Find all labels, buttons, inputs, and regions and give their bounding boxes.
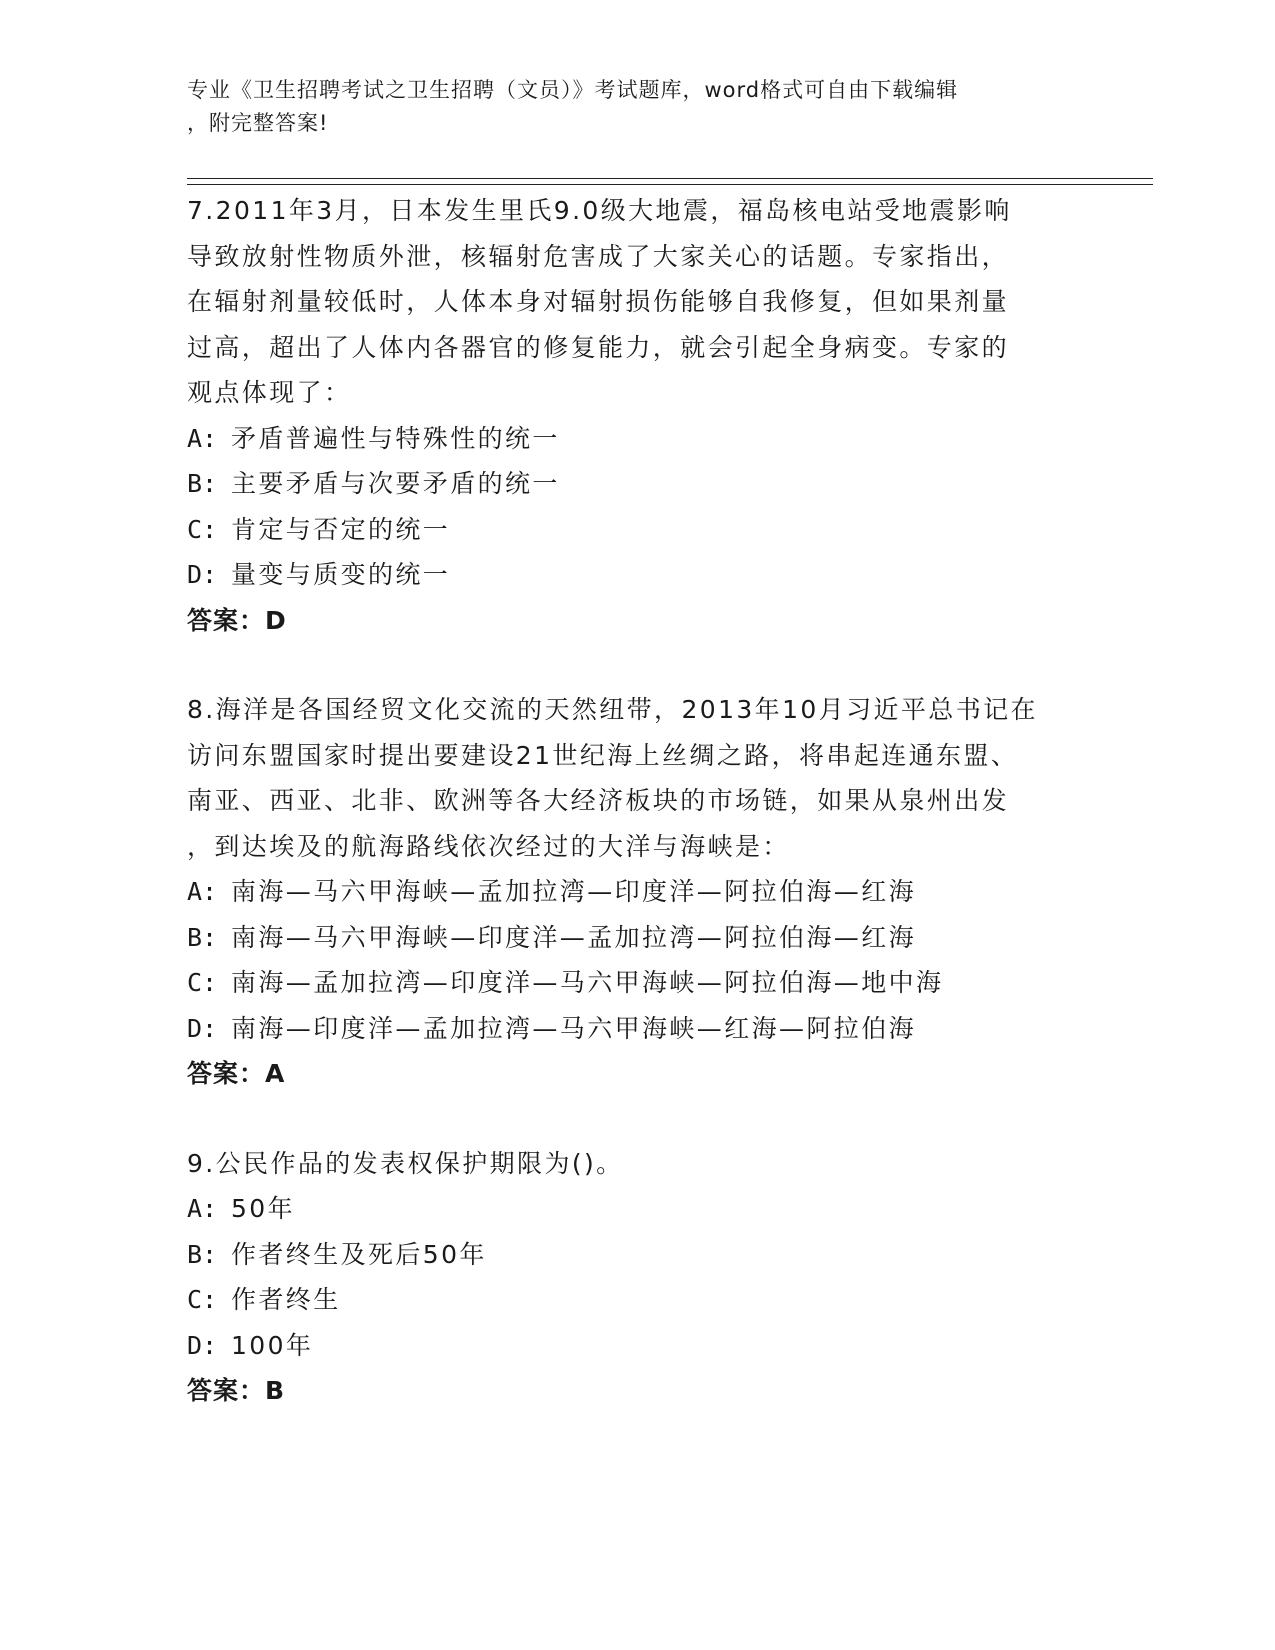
question-text-line: 导致放射性物质外泄，核辐射危害成了大家关心的话题。专家指出，: [187, 241, 1010, 271]
option-text: 主要矛盾与次要矛盾的统一: [231, 469, 560, 498]
option-text: 南海—孟加拉湾—印度洋—马六甲海峡—阿拉伯海—地中海: [231, 968, 944, 997]
question-text-line: ，到达埃及的航海路线依次经过的大洋与海峡是：: [187, 831, 790, 861]
option-text: 50年: [231, 1194, 296, 1223]
question-text-line: 南亚、西亚、北非、欧洲等各大经济板块的市场链，如果从泉州出发: [187, 786, 1010, 815]
option-text: 量变与质变的统一: [231, 560, 451, 589]
option-letter: C:: [187, 514, 218, 544]
option-b: [187, 1232, 1087, 1278]
option-letter: A:: [187, 877, 218, 906]
option-letter: D:: [187, 1013, 218, 1043]
option-text: 南海—印度洋—孟加拉湾—马六甲海峡—红海—阿拉伯海: [231, 1013, 917, 1043]
option-letter: B:: [187, 1239, 218, 1269]
answer-text: 答案：A: [187, 1059, 286, 1088]
answer-text: 答案：D: [187, 605, 287, 635]
option-d: [187, 552, 1087, 598]
header-rule-bottom: [187, 184, 1153, 185]
question-spacer: [187, 1097, 1087, 1141]
question-text-line: 在辐射剂量较低时，人体本身对辐射损伤能够自我修复，但如果剂量: [187, 287, 1010, 316]
question-text-line: 7.2011年3月，日本发生里氏9.0级大地震，福岛核电站受地震影响: [187, 196, 1012, 225]
header-line-1: 专业《卫生招聘考试之卫生招聘（文员）》考试题库，word格式可自由下载编辑: [187, 78, 959, 102]
question-text-line: 8.海洋是各国经贸文化交流的天然纽带，2013年10月习近平总书记在: [187, 695, 1038, 724]
option-a: [187, 1186, 1087, 1232]
option-letter: D:: [187, 560, 218, 589]
option-a: [187, 869, 1087, 915]
header-rule-top: [187, 178, 1153, 179]
option-letter: C:: [187, 968, 218, 997]
option-b: [187, 461, 1087, 507]
option-b: [187, 915, 1087, 961]
question-text-line: 9.公民作品的发表权保护期限为()。: [187, 1148, 624, 1178]
question-list: [187, 188, 1087, 1414]
option-letter: A:: [187, 423, 218, 453]
question-text-line: 观点体现了：: [187, 378, 352, 407]
option-text: 矛盾普遍性与特殊性的统一: [231, 423, 560, 453]
option-letter: B:: [187, 469, 218, 498]
option-d: [187, 1006, 1087, 1052]
document-header: [187, 74, 1067, 140]
option-c: [187, 960, 1087, 1006]
answer-text: 答案：B: [187, 1376, 286, 1405]
question-text-line: 过高，超出了人体内各器官的修复能力，就会引起全身病变。专家的: [187, 332, 1010, 362]
header-line-2: ，附完整答案!: [187, 111, 329, 135]
option-text: 南海—马六甲海峡—印度洋—孟加拉湾—阿拉伯海—红海: [231, 922, 917, 952]
option-text: 100年: [231, 1330, 314, 1360]
question-text-line: 访问东盟国家时提出要建设21世纪海上丝绸之路，将串起连通东盟、: [187, 740, 1019, 770]
option-d: [187, 1323, 1087, 1369]
option-letter: D:: [187, 1330, 218, 1360]
option-text: 南海—马六甲海峡—孟加拉湾—印度洋—阿拉伯海—红海: [231, 877, 917, 906]
option-text: 肯定与否定的统一: [231, 514, 451, 544]
question-8: [187, 687, 1087, 1097]
option-c: [187, 1277, 1087, 1323]
question-spacer: [187, 643, 1087, 687]
option-letter: B:: [187, 922, 218, 952]
option-letter: C:: [187, 1285, 218, 1314]
option-text: 作者终生: [231, 1285, 341, 1314]
option-text: 作者终生及死后50年: [231, 1239, 487, 1269]
option-letter: A:: [187, 1194, 218, 1223]
option-c: [187, 507, 1087, 553]
option-a: [187, 416, 1087, 462]
question-9: [187, 1141, 1087, 1414]
question-7: [187, 188, 1087, 643]
